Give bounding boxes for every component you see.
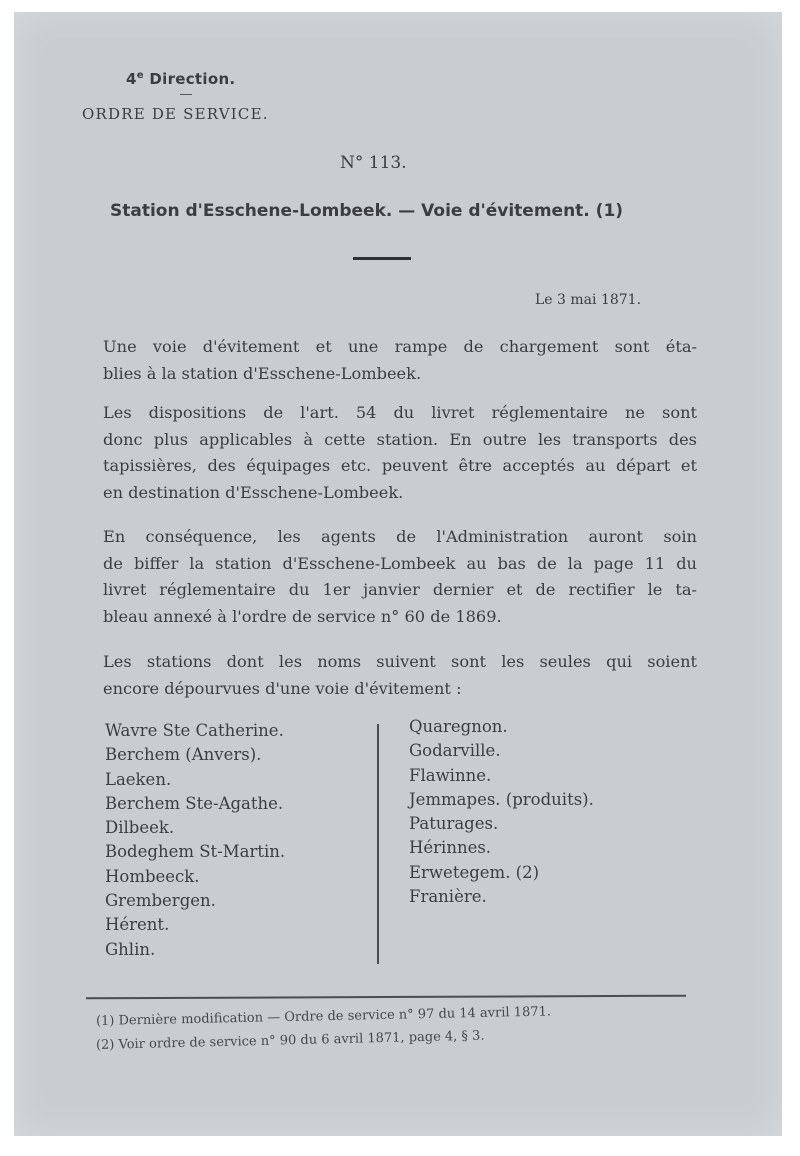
ordre-de-service-heading: ORDRE DE SERVICE. bbox=[82, 105, 269, 123]
paragraph-line: de biffer la station d'Esschene-Lombeek au bas de la page 11 du bbox=[103, 553, 697, 573]
station-name: Laeken. bbox=[105, 769, 172, 789]
station-name: Flawinne. bbox=[409, 765, 492, 785]
footnote-1: (1) Dernière modification — Ordre de service n° 97 du 14 avril 1871. bbox=[95, 1004, 552, 1029]
column-divider bbox=[377, 724, 379, 964]
station-name: Paturages. bbox=[409, 814, 499, 834]
station-name: Quaregnon. bbox=[409, 717, 508, 736]
station-list-left bbox=[105, 719, 285, 962]
paragraph-line: tapissières, des équipages etc. peuvent être acceptés au départ et bbox=[103, 456, 697, 475]
station-name: Hérent. bbox=[105, 915, 170, 935]
paragraph-line: blies à la station d'Esschene-Lombeek. bbox=[103, 363, 422, 383]
paragraph-line: en destination d'Esschene-Lombeek. bbox=[103, 482, 404, 502]
paragraph-line: donc plus applicables à cette station. En outre les transports des bbox=[103, 429, 697, 449]
station-name: Berchem (Anvers). bbox=[105, 745, 262, 765]
station-name: Hérinnes. bbox=[409, 838, 492, 858]
paragraph-line: Les stations dont les noms suivent sont les seules qui soient bbox=[103, 652, 697, 671]
order-date: Le 3 mai 1871. bbox=[535, 292, 642, 308]
footnote-2: (2) Voir ordre de service n° 90 du 6 avril 1871, page 4, § 3. bbox=[95, 1028, 485, 1053]
station-name: Ghlin. bbox=[105, 939, 156, 959]
station-name: Hombeeck. bbox=[105, 866, 200, 886]
order-title: Station d'Esschene-Lombeek. — Voie d'évitement. (1) bbox=[110, 201, 624, 221]
station-name: Godarville. bbox=[409, 741, 501, 761]
paragraph-2 bbox=[103, 400, 697, 506]
paragraph-line: En conséquence, les agents de l'Administration auront soin bbox=[103, 527, 697, 546]
station-name: Dilbeek. bbox=[105, 818, 175, 838]
direction-underline bbox=[180, 94, 192, 95]
title-divider bbox=[353, 257, 411, 260]
paragraph-1 bbox=[103, 334, 697, 387]
direction-superscript: e bbox=[136, 70, 144, 81]
station-name: Erwetegem. (2) bbox=[409, 862, 540, 882]
station-list-right bbox=[409, 715, 594, 909]
station-name: Jemmapes. (produits). bbox=[409, 789, 594, 809]
direction-heading bbox=[126, 70, 235, 88]
paragraph-line: livret réglementaire du 1er janvier dernier et de rectifier le ta- bbox=[103, 580, 697, 599]
station-name: Bodeghem St-Martin. bbox=[105, 842, 286, 862]
station-name: Wavre Ste Catherine. bbox=[105, 721, 284, 740]
paragraph-line: Les dispositions de l'art. 54 du livret réglementaire ne sont bbox=[103, 403, 697, 422]
direction-number: 4 bbox=[126, 70, 137, 88]
paragraph-line: bleau annexé à l'ordre de service n° 60 de 1869. bbox=[103, 606, 502, 626]
paragraph-3 bbox=[103, 524, 697, 630]
order-number: N° 113. bbox=[340, 153, 407, 173]
station-name: Berchem Ste-Agathe. bbox=[105, 793, 284, 813]
station-name: Franière. bbox=[409, 887, 487, 907]
direction-label: Direction. bbox=[149, 70, 236, 88]
station-name: Grembergen. bbox=[105, 891, 216, 911]
paragraph-4 bbox=[103, 649, 697, 702]
paragraph-line: encore dépourvues d'une voie d'évitement : bbox=[103, 678, 462, 698]
footnote-divider bbox=[86, 995, 686, 999]
paragraph-line: Une voie d'évitement et une rampe de chargement sont éta- bbox=[103, 337, 697, 356]
document-page bbox=[14, 12, 782, 1136]
